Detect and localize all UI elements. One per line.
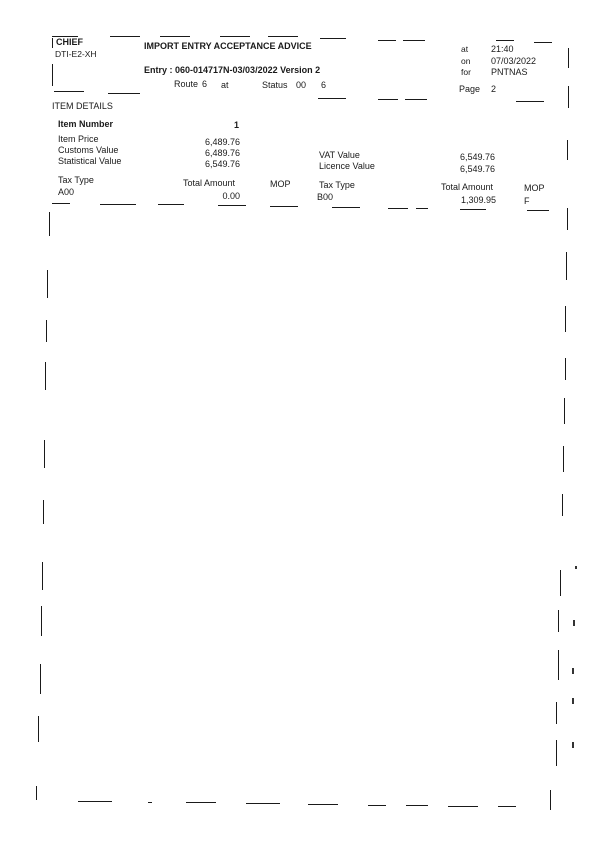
system-name: CHIEF [56,37,83,47]
item-price-value: 6,489.76 [204,137,240,147]
licence-value-value: 6,549.76 [459,164,495,174]
item-number-label: Item Number [58,119,114,129]
right-row-total-amount: 1,309.95 [460,195,496,205]
left-col-mop: MOP [270,179,291,189]
on-label: on [461,56,471,66]
entry-line: Entry : 060-014717N-03/03/2022 Version 2 [144,65,321,75]
on-value: 07/03/2022 [491,56,537,66]
customs-value-label: Customs Value [58,145,119,155]
route-value: 6 [202,79,208,89]
document-title: IMPORT ENTRY ACCEPTANCE ADVICE [144,41,312,51]
status-label: Status [262,80,288,90]
right-col-tax-type: Tax Type [319,180,355,190]
right-col-mop: MOP [524,183,545,193]
left-col-total-amount: Total Amount [183,178,236,188]
statistical-value-value: 6,549.76 [204,159,240,169]
page-value: 2 [491,84,497,94]
licence-value-label: Licence Value [319,161,375,171]
route-at-label: at [221,80,229,90]
section-title: ITEM DETAILS [52,101,113,111]
item-number-value: 1 [234,120,240,130]
at-label: at [461,44,469,54]
statistical-value-label: Statistical Value [58,156,122,166]
vat-value-value: 6,549.76 [459,152,495,162]
vat-value-label: VAT Value [319,150,360,160]
status-value: 6 [321,80,327,90]
customs-value-value: 6,489.76 [204,148,240,158]
right-col-total-amount: Total Amount [441,182,494,192]
left-col-tax-type: Tax Type [58,175,94,185]
page-label: Page [459,84,481,94]
status-code: 00 [296,80,307,90]
left-row-total-amount: 0.00 [222,191,240,201]
at-value: 21:40 [491,44,514,54]
for-value: PNTNAS [491,67,528,77]
item-price-label: Item Price [58,134,99,144]
route-label: Route [174,79,199,89]
for-label: for [461,67,471,77]
left-row-tax-type: A00 [58,187,75,197]
terminal-id: DTI-E2-XH [55,49,97,59]
right-row-mop: F [524,196,530,206]
right-row-tax-type: B00 [317,192,334,202]
